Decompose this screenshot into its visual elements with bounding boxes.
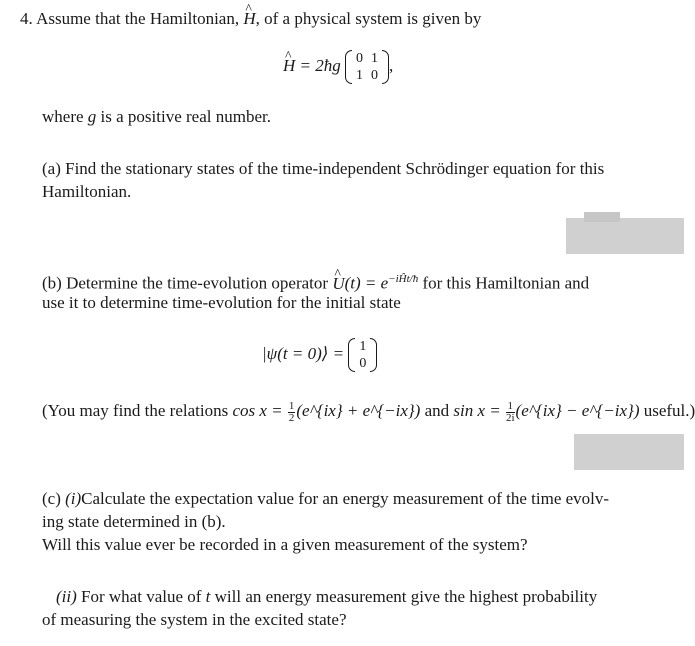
part-c-i-line2: ing state determined in (b). xyxy=(42,512,226,531)
part-b-line1-pre: (b) Determine the time-evolution operator xyxy=(42,273,329,293)
part-c-ii-line1 xyxy=(56,586,597,608)
part-c-label: (c) xyxy=(42,489,61,508)
matrix-cell: 0 xyxy=(371,68,379,84)
hamiltonian-equation: ^ H = 2ħg 0 1 1 0 , xyxy=(283,46,393,86)
part-b-line1 xyxy=(42,268,589,295)
frac-num: 1 xyxy=(507,399,514,412)
part-c-ii-line2: of measuring the system in the excited state? xyxy=(42,610,347,629)
hamiltonian-rhs: = 2ħg xyxy=(299,56,341,75)
t-symbol: t xyxy=(205,587,211,606)
frac-den: 2 xyxy=(288,411,295,424)
redaction-block xyxy=(574,434,684,470)
operator-exponent: −iĤt/ħ xyxy=(388,273,419,285)
matrix-cell: 1 xyxy=(371,51,379,67)
initial-state-vector xyxy=(348,338,377,372)
hint-pre: (You may find the relations xyxy=(42,401,229,420)
cos-fraction xyxy=(288,401,296,424)
problem-intro: Assume that the Hamiltonian, xyxy=(36,9,240,28)
hint-line xyxy=(42,400,695,424)
operator-u: ^ U xyxy=(332,273,344,295)
problem-intro-line: 4. Assume that the Hamiltonian, ^ H, of a physical system is given by xyxy=(20,8,481,30)
redaction-block xyxy=(584,212,620,222)
problem-number: 4. xyxy=(20,9,33,28)
g-note-post: is a positive real number. xyxy=(100,107,271,126)
vector-cell: 0 xyxy=(359,356,367,372)
g-note xyxy=(42,106,271,128)
sin-fraction xyxy=(506,401,515,424)
redaction-block xyxy=(566,218,684,254)
part-b-line1-post: for this Hamiltonian and xyxy=(422,273,590,293)
matrix-cell: 0 xyxy=(356,51,364,67)
matrix-cell: 1 xyxy=(356,68,364,84)
hint-post: useful.) xyxy=(643,401,695,420)
part-c-ii-post: will an energy measurement give the highest probability xyxy=(214,587,598,606)
hamiltonian-symbol: ^ H xyxy=(243,8,255,30)
g-note-pre: where xyxy=(42,107,84,126)
part-a-line1: (a) Find the stationary states of the time-independent Schrödinger equation for this xyxy=(42,159,605,178)
hint-and: and xyxy=(424,401,450,420)
part-a-line2: Hamiltonian. xyxy=(42,182,132,201)
part-c-i-text: Calculate the expectation value for an energy measurement of the time evolv- xyxy=(81,489,610,508)
frac-num: 1 xyxy=(288,399,295,412)
vector-cell: 1 xyxy=(359,339,367,355)
sin-expr: (e^{ix} − e^{−ix}) xyxy=(515,401,640,420)
problem-intro-tail: of a physical system is given by xyxy=(264,9,482,28)
part-c-i-line3: Will this value ever be recorded in a given measurement of the system? xyxy=(42,535,528,554)
cos-lhs: cos x = xyxy=(232,401,283,420)
operator-arg: (t) = e xyxy=(344,273,389,293)
part-c-ii-pre: For what value of xyxy=(81,587,202,606)
g-symbol: g xyxy=(87,107,97,126)
initial-state-lhs: |ψ(t = 0)⟩ = xyxy=(262,344,345,363)
part-c-roman-i: (i) xyxy=(65,489,82,508)
initial-state-equation xyxy=(262,334,377,374)
hamiltonian-lhs: ^ H xyxy=(283,46,295,86)
sin-lhs: sin x = xyxy=(453,401,501,420)
frac-den: 2i xyxy=(505,411,515,424)
part-c-roman-ii: (ii) xyxy=(56,587,77,606)
cos-expr: (e^{ix} + e^{−ix}) xyxy=(296,401,421,420)
part-c-i-line1 xyxy=(42,488,609,510)
part-b-line2: use it to determine time-evolution for the initial state xyxy=(42,293,401,312)
hamiltonian-matrix xyxy=(345,50,389,84)
